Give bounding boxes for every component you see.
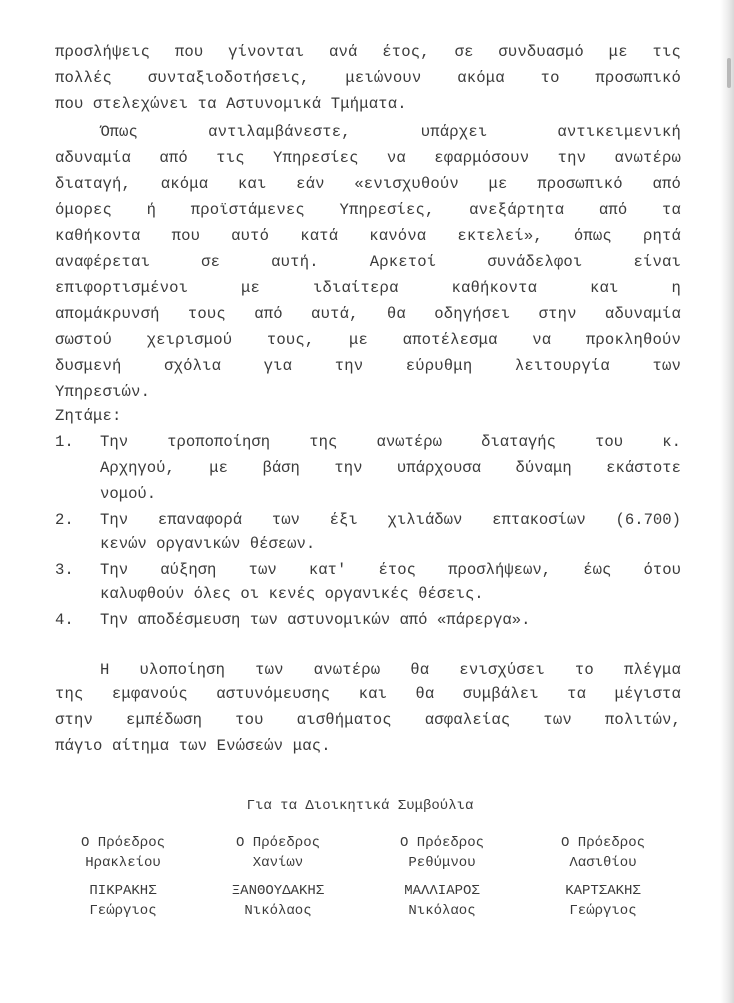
- demand-line: Αρχηγού, με βάση την υπάρχουσα δύναμη εκάστοτε: [100, 459, 681, 477]
- signer-first-name: Γεώργιος: [89, 903, 157, 919]
- signer-first-name: Νικόλαος: [408, 903, 476, 919]
- closing-line: Η υλοποίηση των ανωτέρω θα ενισχύσει το πλέγμα: [100, 661, 681, 679]
- signatures-heading: Για τα Διοικητικά Συμβούλια: [246, 798, 474, 814]
- signer-title: Ο Πρόεδρος: [80, 835, 165, 851]
- signer-region: Χανίων: [252, 855, 304, 871]
- signer-title: Ο Πρόεδρος: [399, 835, 484, 851]
- signer-first-name: Νικόλαος: [244, 903, 312, 919]
- signer-title: Ο Πρόεδρος: [235, 835, 320, 851]
- signer-surname: ΚΑΡΤΣΑΚΗΣ: [565, 883, 641, 899]
- closing-line: στην εμπέδωση του αισθήματος ασφαλείας των πολιτών,: [55, 711, 681, 729]
- paragraph-1-line: προσλήψεις που γίνονται ανά έτος, σε συνδυασμό με τις: [55, 43, 681, 61]
- signer-surname: ΜΑΛΛΙΑΡΟΣ: [404, 883, 480, 899]
- demand-line: νομού.: [100, 485, 157, 503]
- demands-heading: Ζητάμε:: [55, 407, 122, 425]
- paragraph-1-line: που στελεχώνει τα Αστυνομικά Τμήματα.: [55, 95, 407, 113]
- paragraph-2-line: αδυναμία από τις Υπηρεσίες να εφαρμόσουν την ανωτέρω: [55, 149, 681, 167]
- signer-first-name: Γεώργιος: [569, 903, 637, 919]
- demand-line: Την αποδέσμευση των αστυνομικών από «πάρεργα».: [100, 611, 531, 629]
- demand-line: κενών οργανικών θέσεων.: [100, 535, 316, 553]
- paragraph-2-line: επιφορτισμένοι με ιδιαίτερα καθήκοντα και η: [55, 279, 681, 297]
- paragraph-2-line: Όπως αντιλαμβάνεστε, υπάρχει αντικειμενική: [100, 123, 681, 141]
- signer-region: Ηρακλείου: [85, 855, 161, 871]
- signature-block: [523, 833, 683, 921]
- paragraph-2-line: σωστού χειρισμού τους, με αποτέλεσμα να προκληθούν: [55, 331, 681, 349]
- paragraph-2-line: αναφέρεται σε αυτή. Αρκετοί συνάδελφοι είναι: [55, 253, 681, 271]
- signer-region: Λασιθίου: [569, 855, 637, 871]
- demand-line: Την επαναφορά των έξι χιλιάδων επτακοσίων (6.700): [100, 511, 681, 529]
- demand-line: Την τροποποίηση της ανωτέρω διαταγής του κ.: [100, 433, 681, 451]
- paragraph-2-line: διαταγή, ακόμα και εάν «ενισχυθούν με προσωπικό από: [55, 175, 681, 193]
- demand-number: 4.: [55, 611, 74, 629]
- closing-line: της εμφανούς αστυνόμευσης και θα συμβάλει τα μέγιστα: [55, 685, 681, 703]
- signer-region: Ρεθύμνου: [408, 855, 476, 871]
- demand-number: 2.: [55, 511, 74, 529]
- signature-block: [198, 833, 358, 921]
- signer-surname: ΠΙΚΡΑΚΗΣ: [89, 883, 157, 899]
- signer-title: Ο Πρόεδρος: [560, 835, 645, 851]
- demand-number: 1.: [55, 433, 74, 451]
- scroll-indicator[interactable]: [727, 58, 731, 88]
- signature-block: [362, 833, 522, 921]
- closing-line: πάγιο αίτημα των Ενώσεών μας.: [55, 737, 331, 755]
- signature-block: [43, 833, 203, 921]
- page-edge-shadow: [720, 0, 734, 1003]
- paragraph-2-line: Υπηρεσιών.: [55, 383, 151, 401]
- demand-line: Την αύξηση των κατ' έτος προσλήψεων, έως ότου: [100, 561, 681, 579]
- paragraph-2-line: καθήκοντα που αυτό κατά κανόνα εκτελεί», όπως ρητά: [55, 227, 681, 245]
- paragraph-2-line: απομάκρυνσή τους από αυτά, θα οδηγήσει στην αδυναμία: [55, 305, 681, 323]
- demand-line: καλυφθούν όλες οι κενές οργανικές θέσεις.: [100, 585, 484, 603]
- paragraph-2-line: δυσμενή σχόλια για την εύρυθμη λειτουργία των: [55, 357, 681, 375]
- paragraph-2-line: όμορες ή προϊστάμενες Υπηρεσίες, ανεξάρτητα από τα: [55, 201, 681, 219]
- signer-surname: ΞΑΝΘΟΥΔΑΚΗΣ: [231, 883, 325, 899]
- demand-number: 3.: [55, 561, 74, 579]
- paragraph-1-line: πολλές συνταξιοδοτήσεις, μειώνουν ακόμα το προσωπικό: [55, 69, 681, 87]
